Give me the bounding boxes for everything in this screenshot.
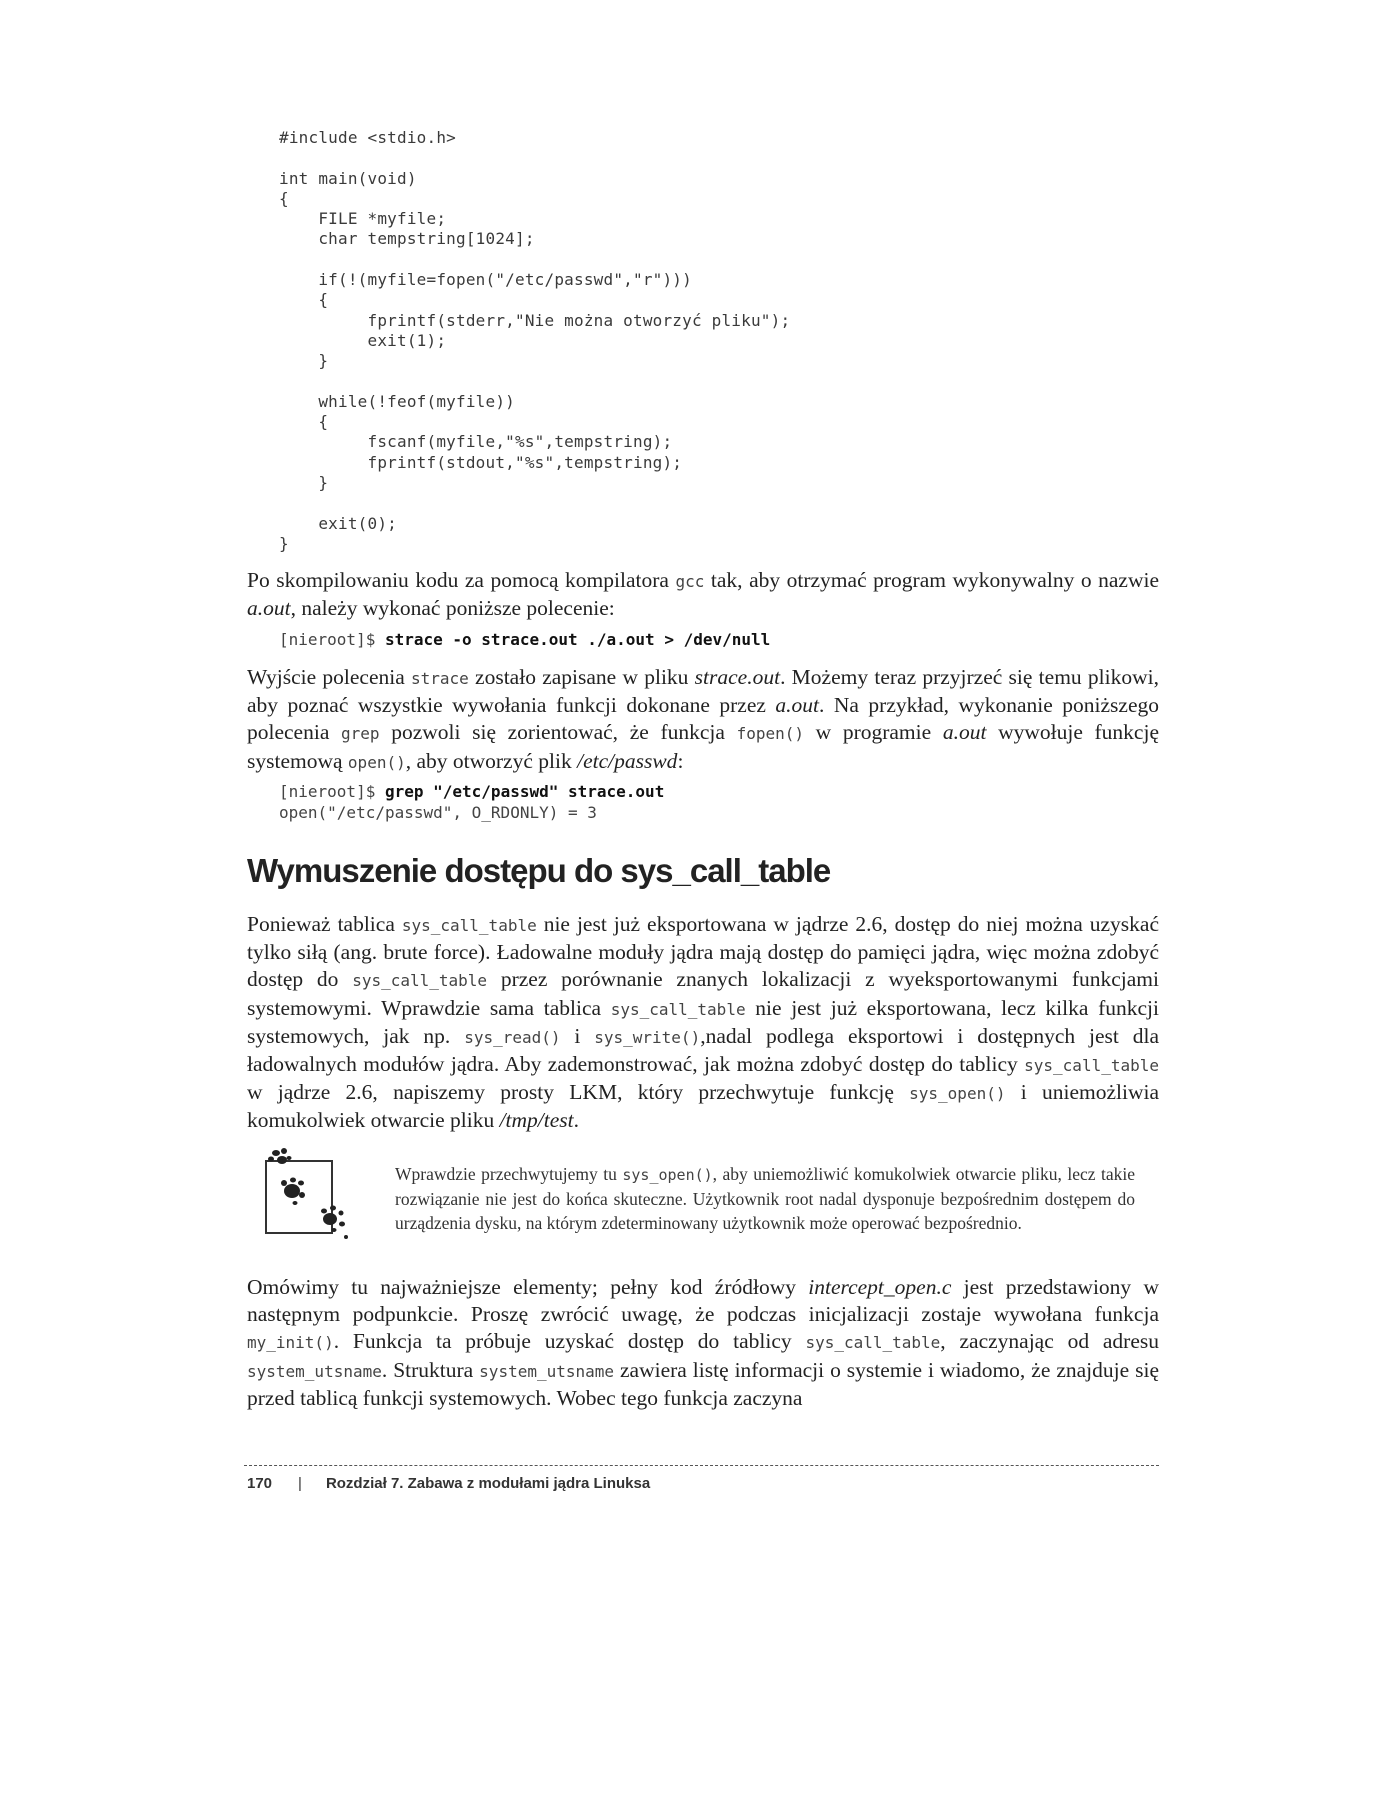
inline-code: sys_call_table	[610, 999, 746, 1019]
page-footer	[247, 1475, 650, 1492]
text: wywołuje funkcję systemową	[247, 720, 1159, 773]
text: jest przedstawiony w następnym podpunkcie. Proszę zwrócić uwagę, że podczas inicjalizacji zostaje wywołana funkcja	[247, 1275, 1159, 1327]
paragraph-sys-call-table	[247, 911, 1159, 1135]
text: Wyjście polecenia	[247, 665, 412, 689]
text: . Struktura	[381, 1357, 480, 1382]
filename: strace.out	[694, 665, 781, 689]
inline-code: sys_call_table	[805, 1333, 941, 1353]
inline-code: fopen()	[736, 724, 804, 744]
note-box-text	[395, 1163, 1135, 1235]
chapter-title: Rozdział 7. Zabawa z modułami jądra Linuksa	[325, 1475, 651, 1492]
text: ,nadal podlega eksportowi i dostępnych jest dla ładowalnych modułów jądra. Aby zademonstrować, jak można zdobyć dostęp do tablicy	[247, 1023, 1159, 1077]
filename: a.out	[247, 596, 291, 621]
text: nie jest już eksportowana w jądrze 2.6, dostęp do niej można uzyskać tylko siłą (ang. brute force). Ładowalne moduły jądra mają dostęp do pamięci jądra, więc można zdobyć dostęp do	[247, 912, 1159, 992]
filename: /tmp/test	[499, 1108, 574, 1133]
footer-rule	[244, 1465, 1159, 1466]
shell-prompt: [nieroot]$	[279, 630, 385, 649]
inline-code: system_utsname	[479, 1361, 615, 1381]
command-output: open("/etc/passwd", O_RDONLY) = 3	[279, 802, 597, 822]
footer-separator: |	[298, 1475, 302, 1492]
text: Wprawdzie przechwytujemy tu	[395, 1164, 623, 1184]
paragraph-intercept-open	[247, 1274, 1159, 1412]
text: , aby uniemożliwić komukolwiek otwarcie pliku, lecz takie rozwiązanie nie jest do końca skuteczne. Użytkownik root nadal dysponuje bezpośrednim dostępem do urządzenia dysku, na którym zdeterminowany użytkownik może operować bezpośrednio.	[395, 1164, 1135, 1233]
text: nie jest już eksportowana, lecz kilka funkcji systemowych, jak np.	[247, 995, 1159, 1048]
shell-command: grep "/etc/passwd" strace.out	[384, 782, 665, 801]
shell-command: strace -o strace.out ./a.out > /dev/null	[384, 630, 771, 649]
text: . Możemy teraz przyjrzeć się temu plikowi, aby poznać wszystkie wywołania funkcji dokonane przez	[247, 665, 1159, 718]
section-heading: Wymuszenie dostępu do sys_call_table	[247, 852, 831, 889]
inline-code: open()	[347, 752, 406, 772]
text: zostało zapisane w pliku	[468, 665, 695, 689]
command-strace	[279, 630, 770, 649]
text: . Funkcja ta próbuje uzyskać dostęp do tablicy	[333, 1329, 806, 1354]
text: , należy wykonać poniższe polecenie:	[290, 596, 615, 621]
text: Ponieważ tablica	[247, 912, 402, 936]
text: , aby otworzyć plik	[405, 748, 578, 773]
filename: /etc/passwd	[577, 748, 678, 773]
command-grep	[279, 782, 664, 823]
text: i	[560, 1023, 595, 1048]
text: pozwoli się zorientować, że funkcja	[379, 720, 737, 745]
inline-code: sys_read()	[464, 1027, 561, 1047]
code-listing: #include <stdio.h> int main(void) { FILE *myfile; char tempstring[1024]; if(!(myfile=fopen("/etc/passwd","r"))) { fprintf(stderr,"Nie można otworzyć pliku"); exit(1); } while(!feof(myfile)) { fscanf(myfile,"%s",tempstring); fprintf(stdout,"%s",tempstring); } exit(0); }	[279, 128, 791, 553]
text: tak, aby otrzymać program wykonywalny o nazwie	[704, 568, 1159, 592]
paragraph-strace-output	[247, 664, 1159, 776]
inline-code: system_utsname	[247, 1361, 382, 1381]
text: w jądrze 2.6, napiszemy prosty LKM, który przechwytuje funkcję	[247, 1080, 910, 1105]
inline-code: sys_write()	[594, 1027, 701, 1047]
filename: intercept_open.c	[808, 1275, 952, 1299]
shell-prompt: [nieroot]$	[279, 782, 385, 801]
text: zawiera listę informacji o systemie i wiadomo, że znajduje się przed tablicą funkcji systemowych. Wobec tego funkcja zaczyna	[247, 1357, 1159, 1410]
inline-code: sys_open()	[622, 1166, 713, 1184]
text: przez porównanie znanych lokalizacji z wyeksportowanymi funkcjami systemowymi. Wprawdzie sama tablica	[247, 967, 1159, 1020]
text: w programie	[804, 720, 943, 745]
text: .	[573, 1108, 580, 1133]
inline-code: sys_call_table	[401, 916, 537, 935]
text: . Na przykład, wykonanie poniższego polecenia	[247, 693, 1160, 745]
inline-code: sys_open()	[909, 1084, 1006, 1104]
text: Po skompilowaniu kodu za pomocą kompilatora	[247, 568, 676, 592]
filename: a.out	[942, 720, 987, 745]
paw-prints-icon	[262, 1147, 354, 1247]
inline-code: sys_call_table	[1024, 1056, 1159, 1076]
text: Omówimy tu najważniejsze elementy; pełny kod źródłowy	[247, 1275, 809, 1299]
paragraph-compile	[247, 567, 1159, 622]
text: , zaczynając od adresu	[940, 1329, 1159, 1354]
text: i uniemożliwia komukolwiek otwarcie pliku	[247, 1080, 1159, 1133]
inline-code: strace	[411, 669, 469, 688]
inline-code: grep	[341, 724, 380, 744]
inline-code: gcc	[675, 572, 705, 591]
page-number: 170	[247, 1475, 273, 1492]
inline-code: my_init()	[247, 1333, 334, 1353]
filename: a.out	[775, 693, 820, 718]
text: :	[677, 748, 684, 773]
inline-code: sys_call_table	[352, 971, 488, 991]
